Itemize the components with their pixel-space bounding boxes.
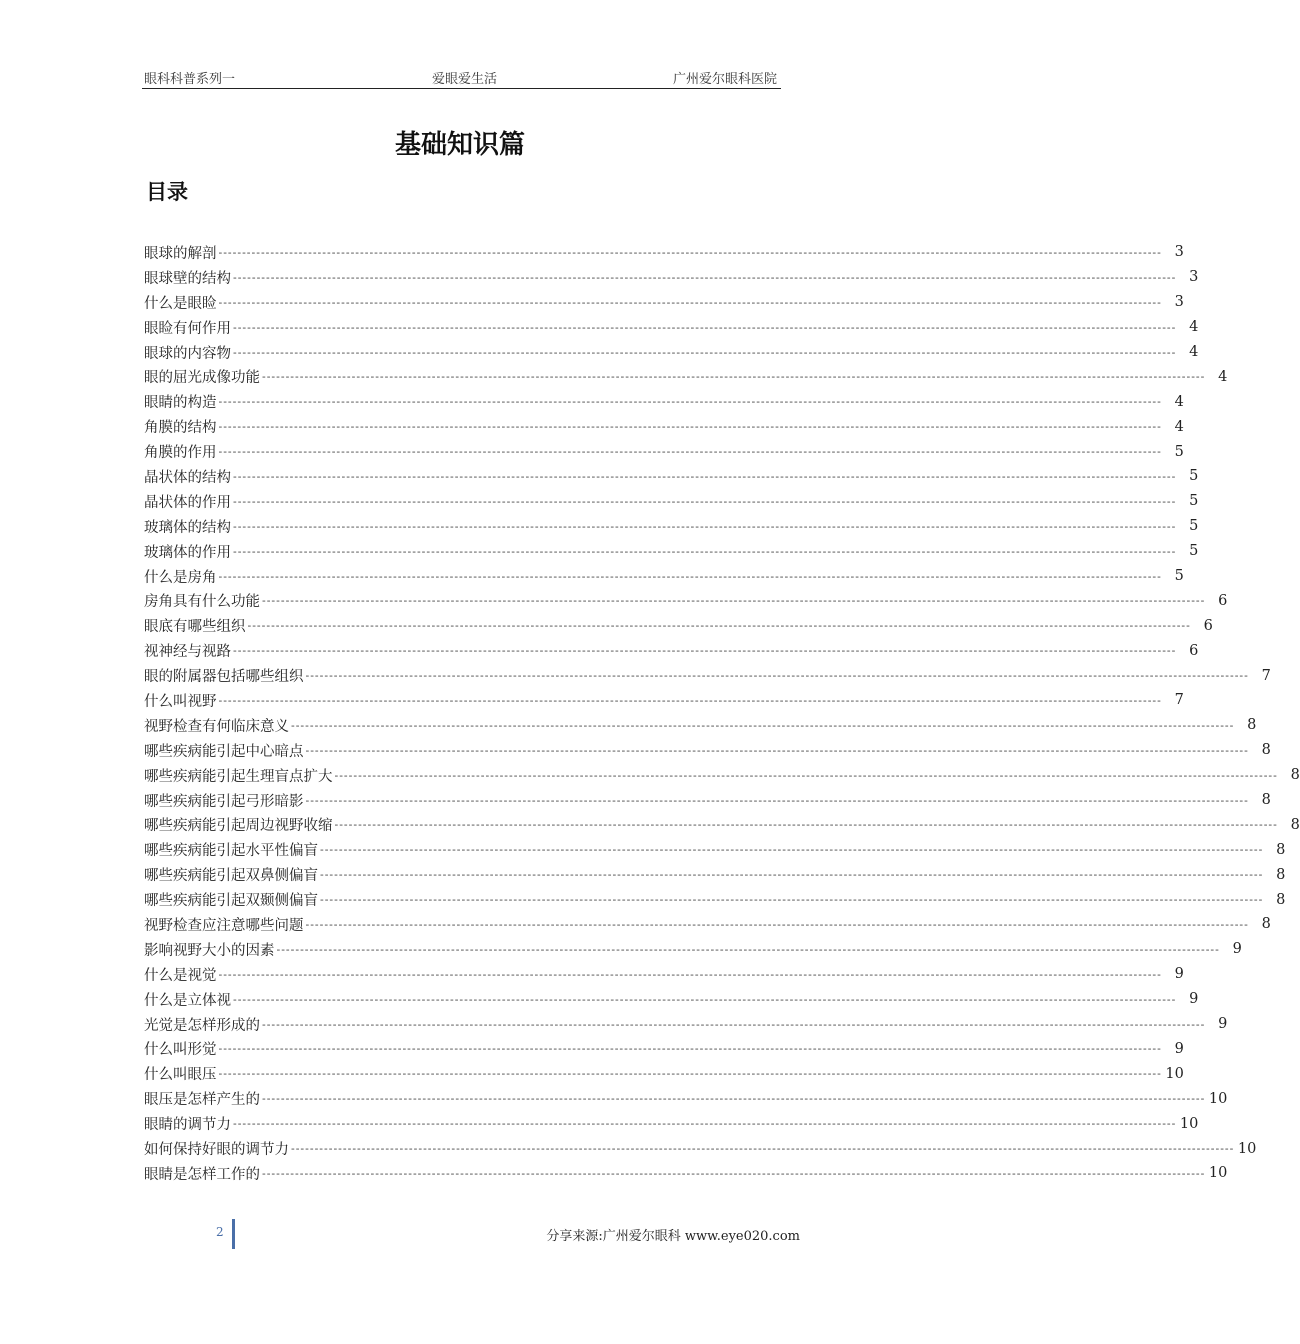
toc-entry[interactable] — [144, 389, 1184, 414]
toc-leader: -------------------------------------------------------------------------------------------------------------------------------------------------------------------------------------------------------- — [320, 868, 1264, 882]
toc-leader: -------------------------------------------------------------------------------------------------------------------------------------------------------------------------------------------------------- — [218, 967, 1162, 981]
toc-entry[interactable] — [144, 1136, 1257, 1161]
toc-entry[interactable] — [144, 414, 1184, 439]
toc-entry-label: 哪些疾病能引起双颞侧偏盲 — [144, 893, 318, 910]
toc-entry-page: 9 — [1232, 941, 1242, 958]
toc-entry-label: 哪些疾病能引起水平性偏盲 — [144, 843, 318, 860]
toc-entry[interactable] — [144, 1012, 1228, 1037]
header-hospital: 广州爱尔眼科医院 — [672, 72, 777, 87]
toc-entry-label: 晶状体的结构 — [144, 469, 231, 486]
toc-entry[interactable] — [144, 1086, 1228, 1111]
toc-leader: -------------------------------------------------------------------------------------------------------------------------------------------------------------------------------------------------------- — [291, 718, 1235, 732]
toc-entry[interactable] — [144, 240, 1184, 265]
toc-entry-label: 哪些疾病能引起弓形暗影 — [144, 793, 304, 810]
toc-leader: -------------------------------------------------------------------------------------------------------------------------------------------------------------------------------------------------------- — [334, 818, 1278, 832]
toc-entry-page: 5 — [1189, 468, 1199, 485]
toc-entry-page: 4 — [1218, 368, 1228, 385]
toc-entry-label: 玻璃体的结构 — [144, 519, 231, 536]
toc-entry-page: 6 — [1189, 642, 1199, 659]
toc-leader: -------------------------------------------------------------------------------------------------------------------------------------------------------------------------------------------------------- — [218, 295, 1162, 309]
toc-leader: -------------------------------------------------------------------------------------------------------------------------------------------------------------------------------------------------------- — [233, 1117, 1177, 1131]
toc-leader: -------------------------------------------------------------------------------------------------------------------------------------------------------------------------------------------------------- — [218, 420, 1162, 434]
toc-leader: -------------------------------------------------------------------------------------------------------------------------------------------------------------------------------------------------------- — [262, 1092, 1206, 1106]
toc-entry[interactable] — [144, 862, 1286, 887]
toc-entry-label: 如何保持好眼的调节力 — [144, 1142, 289, 1158]
toc-leader: -------------------------------------------------------------------------------------------------------------------------------------------------------------------------------------------------------- — [305, 917, 1249, 931]
toc-entry[interactable] — [144, 439, 1184, 464]
table-of-contents — [144, 240, 1300, 1186]
toc-entry[interactable] — [144, 364, 1228, 389]
toc-leader: -------------------------------------------------------------------------------------------------------------------------------------------------------------------------------------------------------- — [233, 644, 1177, 658]
toc-entry-page: 5 — [1174, 443, 1184, 460]
toc-entry[interactable] — [144, 937, 1242, 962]
toc-entry-page: 9 — [1189, 991, 1199, 1008]
toc-leader: -------------------------------------------------------------------------------------------------------------------------------------------------------------------------------------------------------- — [218, 569, 1162, 583]
toc-entry[interactable] — [144, 1111, 1199, 1136]
toc-leader: -------------------------------------------------------------------------------------------------------------------------------------------------------------------------------------------------------- — [218, 395, 1162, 409]
toc-leader: -------------------------------------------------------------------------------------------------------------------------------------------------------------------------------------------------------- — [291, 1142, 1235, 1155]
toc-entry-label: 眼球的解剖 — [144, 245, 217, 262]
toc-entry[interactable] — [144, 962, 1184, 987]
toc-entry-label: 视野检查应注意哪些问题 — [144, 917, 304, 934]
toc-entry-label: 什么叫视野 — [144, 693, 217, 710]
toc-entry-page: 4 — [1189, 344, 1199, 360]
toc-entry-label: 什么叫形觉 — [144, 1042, 217, 1059]
toc-leader: -------------------------------------------------------------------------------------------------------------------------------------------------------------------------------------------------------- — [233, 494, 1177, 508]
toc-entry-label: 什么是视觉 — [144, 967, 217, 984]
toc-entry-label: 什么叫眼压 — [144, 1067, 217, 1084]
toc-entry-page: 8 — [1261, 742, 1271, 759]
toc-leader: -------------------------------------------------------------------------------------------------------------------------------------------------------------------------------------------------------- — [262, 1166, 1206, 1180]
toc-leader: -------------------------------------------------------------------------------------------------------------------------------------------------------------------------------------------------------- — [262, 1017, 1206, 1031]
toc-entry[interactable] — [144, 912, 1271, 937]
page-header — [142, 64, 781, 89]
toc-entry[interactable] — [144, 489, 1199, 514]
toc-entry-label: 眼睛的构造 — [144, 395, 217, 412]
toc-entry-page: 4 — [1189, 319, 1199, 336]
toc-entry[interactable] — [144, 265, 1199, 290]
toc-leader: -------------------------------------------------------------------------------------------------------------------------------------------------------------------------------------------------------- — [334, 768, 1278, 782]
toc-entry-page: 9 — [1174, 1040, 1184, 1057]
toc-entry[interactable] — [144, 539, 1199, 564]
toc-leader: -------------------------------------------------------------------------------------------------------------------------------------------------------------------------------------------------------- — [305, 669, 1249, 683]
toc-entry-page: 6 — [1218, 592, 1228, 609]
toc-leader: -------------------------------------------------------------------------------------------------------------------------------------------------------------------------------------------------------- — [233, 469, 1177, 483]
toc-entry[interactable] — [144, 638, 1199, 663]
toc-entry-label: 眼球壁的结构 — [144, 270, 231, 287]
toc-entry[interactable] — [144, 315, 1199, 340]
toc-leader: -------------------------------------------------------------------------------------------------------------------------------------------------------------------------------------------------------- — [262, 594, 1206, 608]
toc-leader: -------------------------------------------------------------------------------------------------------------------------------------------------------------------------------------------------------- — [233, 345, 1177, 359]
toc-leader: -------------------------------------------------------------------------------------------------------------------------------------------------------------------------------------------------------- — [218, 1067, 1162, 1081]
toc-entry-label: 眼底有哪些组织 — [144, 619, 246, 636]
toc-entry-page: 4 — [1174, 418, 1184, 435]
toc-entry[interactable] — [144, 1161, 1228, 1186]
toc-entry-label: 光觉是怎样形成的 — [144, 1017, 260, 1034]
toc-leader: -------------------------------------------------------------------------------------------------------------------------------------------------------------------------------------------------------- — [218, 693, 1162, 707]
toc-leader: -------------------------------------------------------------------------------------------------------------------------------------------------------------------------------------------------------- — [218, 1042, 1162, 1056]
toc-entry-page: 8 — [1261, 916, 1271, 933]
toc-entry-label: 房角具有什么功能 — [144, 594, 260, 611]
toc-entry-page: 5 — [1189, 543, 1199, 560]
toc-entry-page: 8 — [1276, 866, 1286, 883]
toc-entry-page: 7 — [1174, 692, 1184, 709]
toc-entry[interactable] — [144, 663, 1271, 688]
header-series: 眼科科普系列一 — [144, 72, 236, 87]
toc-leader: -------------------------------------------------------------------------------------------------------------------------------------------------------------------------------------------------------- — [276, 942, 1220, 956]
toc-entry-label: 眼睑有何作用 — [144, 320, 231, 337]
toc-entry-page: 9 — [1174, 966, 1184, 983]
toc-entry-label: 影响视野大小的因素 — [144, 942, 275, 959]
toc-entry-page: 8 — [1261, 792, 1271, 809]
toc-entry[interactable] — [144, 1061, 1184, 1086]
toc-entry[interactable] — [144, 340, 1199, 365]
toc-leader: -------------------------------------------------------------------------------------------------------------------------------------------------------------------------------------------------------- — [233, 519, 1177, 533]
toc-leader: -------------------------------------------------------------------------------------------------------------------------------------------------------------------------------------------------------- — [305, 793, 1249, 807]
page-title: 基础知识篇 — [394, 130, 525, 160]
toc-leader: -------------------------------------------------------------------------------------------------------------------------------------------------------------------------------------------------------- — [218, 245, 1162, 259]
toc-entry[interactable] — [144, 788, 1271, 813]
toc-entry-label: 玻璃体的作用 — [144, 544, 231, 561]
toc-entry-label: 眼睛的调节力 — [144, 1117, 231, 1134]
toc-leader: -------------------------------------------------------------------------------------------------------------------------------------------------------------------------------------------------------- — [320, 843, 1264, 857]
toc-entry[interactable] — [144, 464, 1199, 489]
toc-entry-label: 角膜的结构 — [144, 420, 217, 437]
header-slogan: 爱眼爱生活 — [432, 72, 498, 87]
toc-entry-page: 10 — [1237, 1140, 1257, 1157]
toc-leader: -------------------------------------------------------------------------------------------------------------------------------------------------------------------------------------------------------- — [305, 743, 1249, 757]
toc-entry-page: 5 — [1189, 493, 1199, 510]
toc-entry[interactable] — [144, 290, 1184, 315]
toc-entry-page: 10 — [1165, 1065, 1184, 1082]
toc-entry-label: 哪些疾病能引起双鼻侧偏盲 — [144, 868, 318, 885]
toc-entry[interactable] — [144, 588, 1228, 613]
toc-entry-page: 4 — [1174, 393, 1184, 410]
toc-leader: -------------------------------------------------------------------------------------------------------------------------------------------------------------------------------------------------------- — [247, 619, 1191, 633]
toc-entry-page: 8 — [1290, 767, 1300, 784]
toc-entry-page: 10 — [1179, 1115, 1199, 1132]
toc-entry-label: 晶状体的作用 — [144, 494, 231, 511]
toc-entry-page: 8 — [1247, 717, 1257, 734]
toc-leader: -------------------------------------------------------------------------------------------------------------------------------------------------------------------------------------------------------- — [320, 893, 1264, 907]
toc-entry[interactable] — [144, 837, 1286, 862]
toc-entry-page: 3 — [1174, 294, 1184, 311]
toc-leader: -------------------------------------------------------------------------------------------------------------------------------------------------------------------------------------------------------- — [233, 992, 1177, 1006]
toc-entry-page: 7 — [1261, 667, 1271, 684]
toc-entry-label: 眼球的内容物 — [144, 345, 231, 362]
toc-entry-page: 5 — [1174, 568, 1184, 585]
toc-entry[interactable] — [144, 514, 1199, 539]
toc-leader: -------------------------------------------------------------------------------------------------------------------------------------------------------------------------------------------------------- — [233, 320, 1177, 334]
toc-entry[interactable] — [144, 738, 1271, 763]
toc-entry-page: 5 — [1189, 518, 1199, 535]
toc-entry[interactable] — [144, 763, 1300, 788]
toc-leader: -------------------------------------------------------------------------------------------------------------------------------------------------------------------------------------------------------- — [218, 445, 1162, 459]
toc-entry-label: 什么是眼睑 — [144, 295, 217, 312]
toc-entry-label: 什么是立体视 — [144, 992, 231, 1009]
toc-entry-page: 8 — [1276, 891, 1286, 908]
toc-entry-label: 角膜的作用 — [144, 445, 217, 462]
toc-entry-page: 8 — [1290, 816, 1300, 833]
toc-entry-page: 6 — [1203, 617, 1213, 634]
toc-entry-page: 10 — [1208, 1090, 1228, 1107]
toc-entry-page: 3 — [1174, 244, 1184, 261]
toc-entry-label: 眼的附属器包括哪些组织 — [144, 669, 304, 686]
toc-entry-page: 9 — [1218, 1016, 1228, 1033]
toc-entry[interactable] — [144, 1037, 1184, 1062]
toc-entry-label: 眼压是怎样产生的 — [144, 1092, 260, 1109]
toc-entry-page: 3 — [1189, 269, 1199, 286]
toc-entry-label: 视神经与视路 — [144, 644, 231, 661]
toc-entry[interactable] — [144, 812, 1300, 837]
toc-entry[interactable] — [144, 613, 1213, 638]
toc-leader: -------------------------------------------------------------------------------------------------------------------------------------------------------------------------------------------------------- — [262, 370, 1206, 384]
toc-entry[interactable] — [144, 987, 1199, 1012]
page-number: 2 — [216, 1225, 224, 1239]
toc-leader: -------------------------------------------------------------------------------------------------------------------------------------------------------------------------------------------------------- — [233, 270, 1177, 284]
toc-entry[interactable] — [144, 688, 1184, 713]
toc-entry[interactable] — [144, 887, 1286, 912]
footer-source: 分享来源:广州爱尔眼科 www.eye020.com — [546, 1229, 800, 1244]
toc-entry-label: 哪些疾病能引起周边视野收缩 — [144, 818, 333, 835]
footer-divider — [232, 1219, 235, 1249]
toc-entry-label: 哪些疾病能引起生理盲点扩大 — [144, 768, 333, 785]
toc-leader: -------------------------------------------------------------------------------------------------------------------------------------------------------------------------------------------------------- — [233, 544, 1177, 558]
toc-entry-label: 哪些疾病能引起中心暗点 — [144, 743, 304, 760]
toc-entry-label: 什么是房角 — [144, 569, 217, 586]
toc-entry[interactable] — [144, 564, 1184, 589]
toc-entry-label: 眼的屈光成像功能 — [144, 370, 260, 387]
toc-entry-label: 视野检查有何临床意义 — [144, 718, 289, 735]
toc-entry[interactable] — [144, 713, 1257, 738]
toc-entry-page: 8 — [1276, 841, 1286, 858]
toc-heading: 目录 — [146, 179, 188, 204]
toc-entry-page: 10 — [1208, 1165, 1228, 1182]
toc-entry-label: 眼睛是怎样工作的 — [144, 1166, 260, 1183]
